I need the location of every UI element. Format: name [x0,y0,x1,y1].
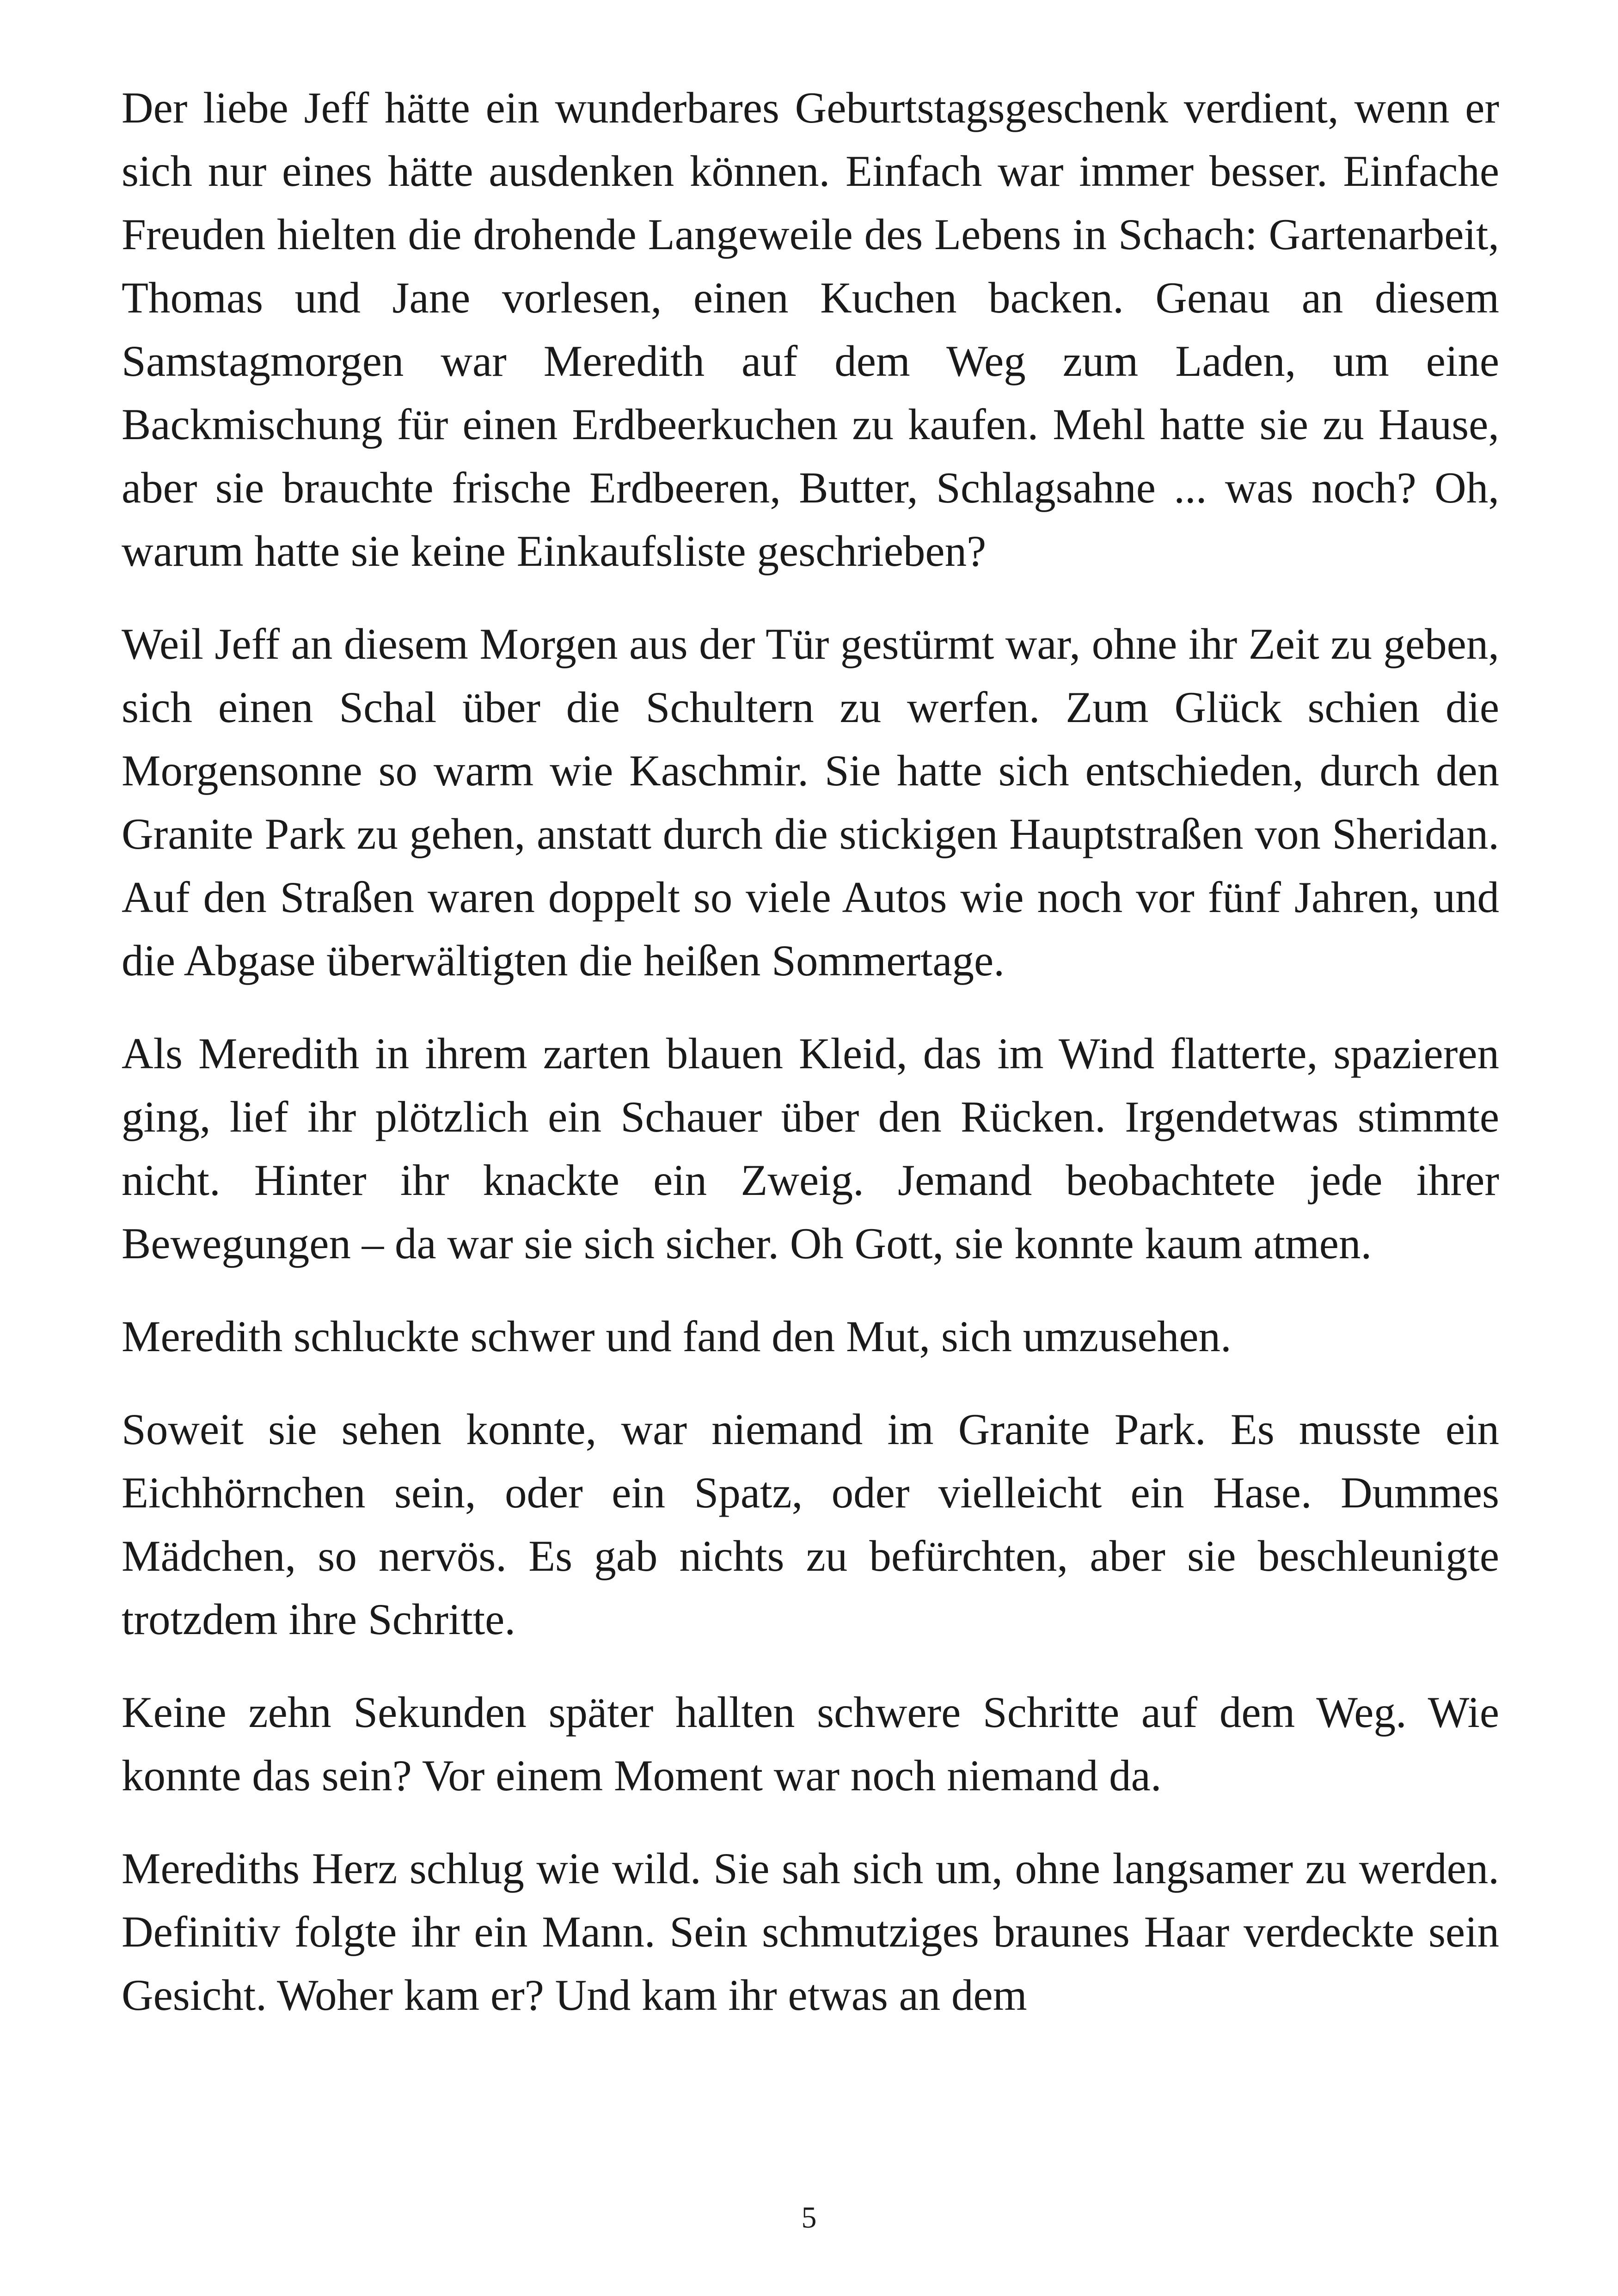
paragraph-1: Der liebe Jeff hätte ein wunderbares Geburtstagsgeschenk verdient, wenn er sich nur eines hätte ausdenken können. Einfach war immer besser. Einfache Freuden hielten die drohende Langeweile des Lebens in Schach: Gartenarbeit, Thomas und Jane vorlesen, einen Kuchen backen. Genau an diesem Samstagmorgen war Meredith auf dem Weg zum Laden, um eine Backmischung für einen Erdbeerkuchen zu kaufen. Mehl hatte sie zu Hause, aber sie brauchte frische Erdbeeren, Butter, Schlagsahne ... was noch? Oh, warum hatte sie keine Einkaufsliste geschrieben? [122,83,1499,576]
paragraph-5: Soweit sie sehen konnte, war niemand im Granite Park. Es musste ein Eichhörnchen sein, oder ein Spatz, oder vielleicht ein Hase. Dummes Mädchen, so nervös. Es gab nichts zu befürchten, aber sie beschleunigte trotzdem ihre Schritte. [122,1405,1499,1644]
page-number: 5 [801,2201,817,2235]
paragraph-2: Weil Jeff an diesem Morgen aus der Tür gestürmt war, ohne ihr Zeit zu geben, sich einen Schal über die Schultern zu werfen. Zum Glück schien die Morgensonne so warm wie Kaschmir. Sie hatte sich entschieden, durch den Granite Park zu gehen, anstatt durch die stickigen Hauptstraßen von Sheridan. Auf den Straßen waren doppelt so viele Autos wie noch vor fünf Jahren, und die Abgase überwältigten die heißen Sommertage. [122,619,1499,985]
paragraph-6: Keine zehn Sekunden später hallten schwere Schritte auf dem Weg. Wie konnte das sein? Vor einem Moment war noch niemand da. [122,1688,1499,1800]
page-body [122,76,1499,2027]
paragraph-7: Merediths Herz schlug wie wild. Sie sah sich um, ohne langsamer zu werden. Definitiv folgte ihr ein Mann. Sein schmutziges braunes Haar verdeckte sein Gesicht. Woher kam er? Und kam ihr etwas an dem [122,1844,1499,2020]
paragraph-3: Als Meredith in ihrem zarten blauen Kleid, das im Wind flatterte, spazieren ging, lief ihr plötzlich ein Schauer über den Rücken. Irgendetwas stimmte nicht. Hinter ihr knackte ein Zweig. Jemand beobachtete jede ihrer Bewegungen – da war sie sich sicher. Oh Gott, sie konnte kaum atmen. [122,1029,1499,1268]
paragraph-4: Meredith schluckte schwer und fand den Mut, sich umzusehen. [122,1312,1232,1361]
